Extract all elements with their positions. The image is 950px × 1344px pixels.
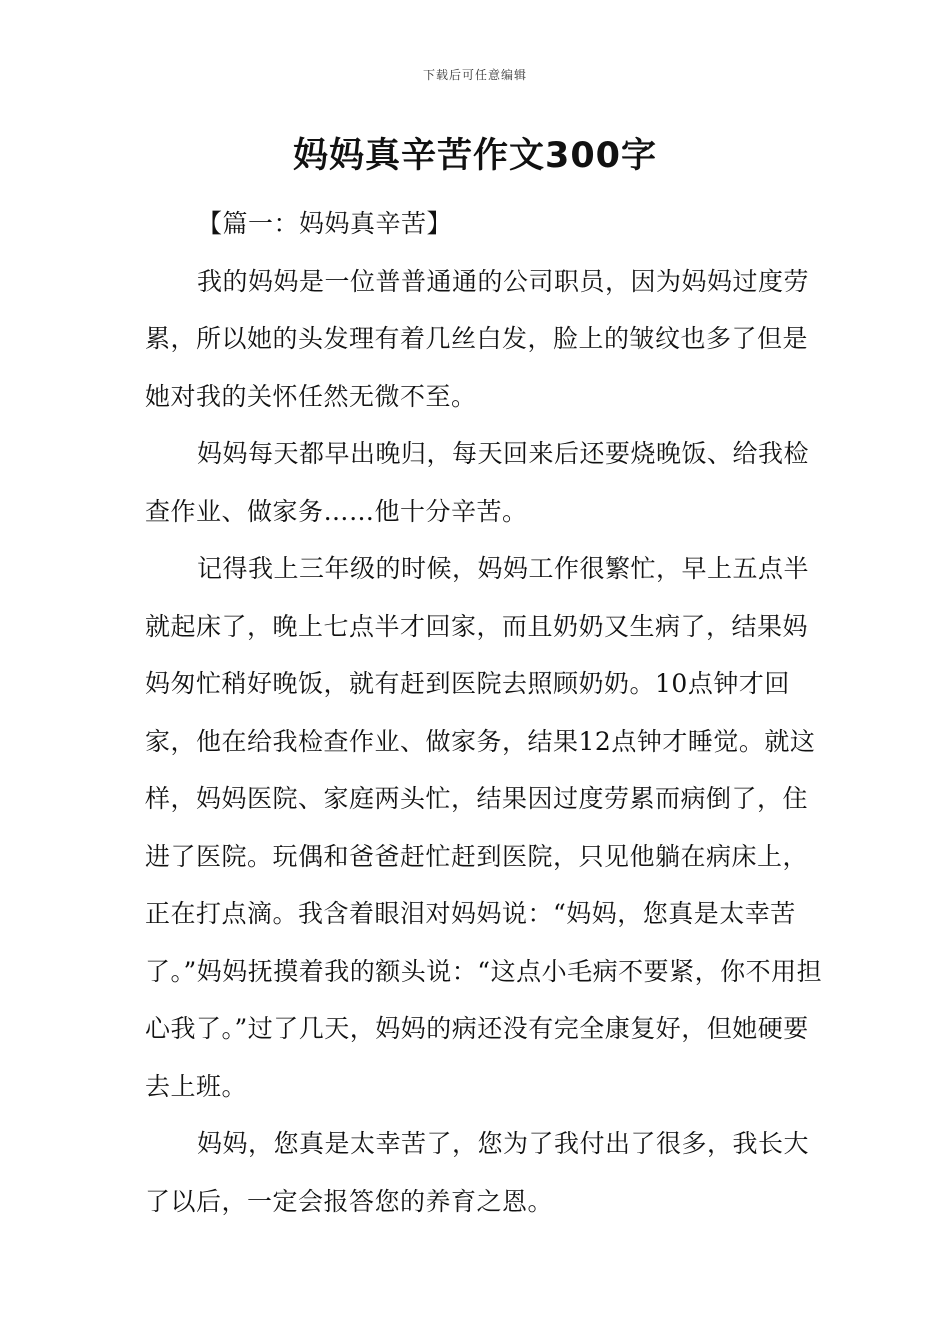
paragraph: 我的妈妈是一位普普通通的公司职员，因为妈妈过度劳累，所以她的头发理有着几丝白发，脸上的皱纹也多了但是她对我的关怀任然无微不至。 [145,266,810,411]
paragraph: 妈妈每天都早出晚归，每天回来后还要烧晚饭、给我检查作业、做家务……他十分辛苦。 [145,439,810,526]
section-heading: 【篇一：妈妈真辛苦】 [197,209,453,238]
document-title: 妈妈真辛苦作文300字 [292,136,658,176]
document-body [145,195,825,1230]
paragraph: 妈妈，您真是太幸苦了，您为了我付出了很多，我长大了以后，一定会报答您的养育之恩。 [145,1129,810,1216]
paragraph: 记得我上三年级的时候，妈妈工作很繁忙，早上五点半就起床了，晚上七点半才回家，而且奶奶又生病了，结果妈妈匆忙稍好晚饭，就有赶到医院去照顾奶奶。10点钟才回家，他在给我检查作业、做家务，结果12点钟才睡觉。就这样，妈妈医院、家庭两头忙，结果因过度劳累而病倒了，住进了医院。玩偶和爸爸赶忙赶到医院，只见他躺在病床上，正在打点滴。我含着眼泪对妈妈说：“妈妈，您真是太幸苦了。”妈妈抚摸着我的额头说：“这点小毛病不要紧，你不用担心我了。”过了几天，妈妈的病还没有完全康复好，但她硬要去上班。 [145,554,823,1101]
header-note: 下载后可任意编辑 [422,68,527,82]
